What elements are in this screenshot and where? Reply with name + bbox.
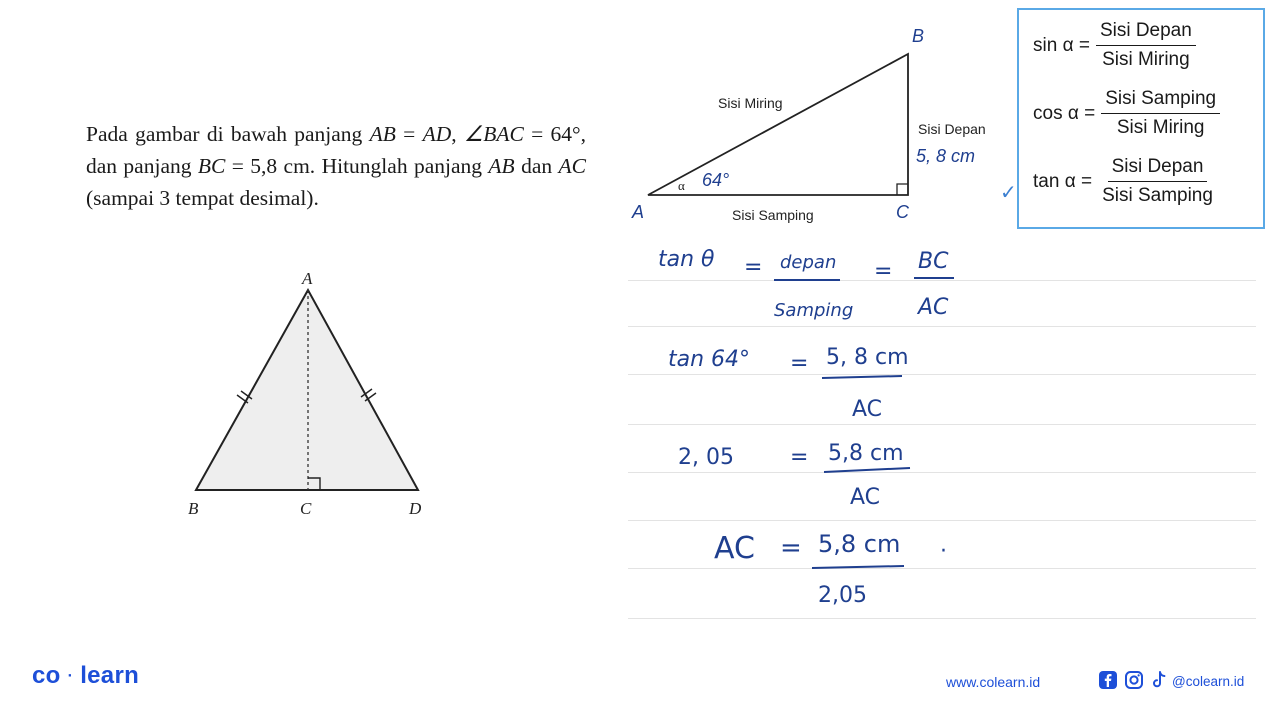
work-l4-dot: · bbox=[940, 539, 947, 564]
segment-ab: AB bbox=[369, 122, 396, 146]
segment-ad: AD bbox=[422, 122, 452, 146]
work-l1-eq2: = bbox=[874, 259, 893, 284]
problem-text: = 64°, dan panjang bbox=[86, 122, 587, 178]
opposite-note: 5, 8 cm bbox=[916, 146, 976, 166]
instagram-icon[interactable] bbox=[1124, 670, 1144, 690]
adjacent-label: Sisi Samping bbox=[732, 207, 814, 223]
problem-text: , bbox=[451, 122, 457, 146]
isosceles-triangle-figure bbox=[180, 262, 440, 522]
tan-lhs: tan α = bbox=[1033, 170, 1093, 192]
work-l1-num2: BC bbox=[918, 249, 949, 274]
fraction-bar bbox=[812, 566, 904, 568]
work-l2-eq: = bbox=[790, 351, 809, 376]
problem-text: dan bbox=[514, 154, 559, 178]
fraction-bar bbox=[824, 468, 910, 472]
website-url[interactable]: www.colearn.id bbox=[946, 674, 1041, 690]
opposite-label: Sisi Depan bbox=[918, 121, 986, 137]
problem-text: Hitunglah panjang bbox=[321, 154, 489, 178]
segment-ab: AB bbox=[488, 154, 515, 178]
work-l4-num: 5,8 cm bbox=[818, 530, 901, 558]
vertex-label-d: D bbox=[409, 499, 422, 518]
check-mark-icon: ✓ bbox=[1000, 182, 1017, 204]
logo-text-co: co bbox=[32, 662, 61, 689]
problem-text: = 5,8 cm. bbox=[225, 154, 316, 178]
sin-numerator: Sisi Depan bbox=[1096, 20, 1196, 46]
vertex-label-c: C bbox=[896, 202, 909, 222]
triangle-abc bbox=[648, 54, 908, 195]
cos-formula bbox=[1033, 88, 1220, 139]
tan-formula bbox=[1033, 156, 1217, 207]
triangle-abd bbox=[196, 290, 418, 490]
work-l3-num: 5,8 cm bbox=[828, 441, 904, 466]
angle-note: 64° bbox=[702, 170, 730, 190]
vertex-label-b: B bbox=[912, 26, 925, 46]
vertex-label-c: C bbox=[300, 499, 312, 518]
sin-lhs: sin α = bbox=[1033, 34, 1090, 56]
problem-text: Pada gambar di bawah panjang bbox=[86, 122, 363, 146]
work-l1-lhs: tan θ bbox=[658, 247, 715, 272]
vertex-label-b: B bbox=[188, 499, 199, 518]
work-l2-lhs: tan 64° bbox=[668, 347, 751, 372]
segment-bc: BC bbox=[197, 154, 226, 178]
handwritten-working bbox=[640, 236, 1260, 616]
work-l2-num: 5, 8 cm bbox=[826, 345, 909, 370]
work-l2-den: AC bbox=[852, 397, 883, 422]
problem-statement bbox=[86, 118, 586, 214]
vertex-label-a: A bbox=[632, 202, 645, 222]
right-angle-mark bbox=[897, 184, 908, 195]
work-l4-lhs: AC bbox=[714, 531, 755, 566]
problem-text: = bbox=[395, 122, 423, 146]
colearn-logo bbox=[32, 662, 139, 690]
social-handle[interactable]: @colearn.id bbox=[1172, 674, 1245, 689]
tan-denominator: Sisi Samping bbox=[1102, 185, 1213, 206]
work-l1-den2: AC bbox=[918, 295, 949, 320]
cos-lhs: cos α = bbox=[1033, 102, 1096, 124]
alpha-label: α bbox=[678, 178, 685, 193]
tiktok-icon[interactable] bbox=[1149, 670, 1169, 690]
problem-text: (sampai 3 tempat desimal). bbox=[86, 186, 319, 210]
sin-formula bbox=[1033, 20, 1196, 71]
tan-numerator: Sisi Depan bbox=[1108, 156, 1208, 182]
hypotenuse-label: Sisi Miring bbox=[718, 95, 783, 111]
trig-formula-box bbox=[1017, 8, 1265, 229]
facebook-icon[interactable] bbox=[1098, 670, 1118, 690]
cos-denominator: Sisi Miring bbox=[1116, 117, 1205, 138]
cos-numerator: Sisi Samping bbox=[1101, 88, 1220, 114]
work-l4-den: 2,05 bbox=[818, 583, 867, 608]
angle-bac: ∠BAC bbox=[463, 122, 524, 146]
work-l1-den: Samping bbox=[774, 300, 854, 321]
logo-dot: · bbox=[67, 667, 74, 685]
logo-text-learn: learn bbox=[80, 662, 140, 689]
work-l1-num: depan bbox=[780, 252, 837, 273]
work-l3-eq: = bbox=[790, 445, 809, 470]
sin-denominator: Sisi Miring bbox=[1102, 49, 1190, 70]
right-triangle-figure bbox=[620, 20, 1020, 235]
work-l1-eq: = bbox=[744, 255, 763, 280]
vertex-label-a: A bbox=[302, 269, 313, 288]
work-l3-lhs: 2, 05 bbox=[678, 445, 734, 470]
ruled-line bbox=[628, 618, 1256, 619]
work-l4-eq: = bbox=[780, 533, 802, 563]
segment-ac: AC bbox=[558, 154, 586, 178]
work-l3-den: AC bbox=[850, 485, 881, 510]
fraction-bar bbox=[822, 376, 902, 378]
